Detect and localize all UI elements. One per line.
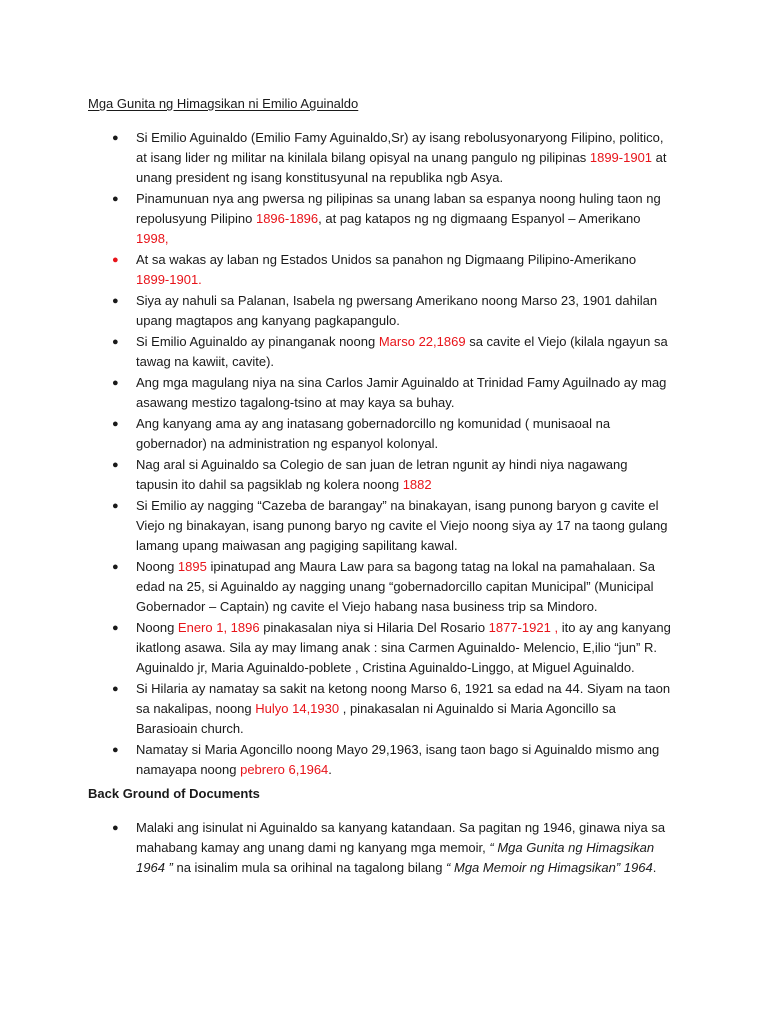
highlighted-date: Enero 1, 1896 xyxy=(177,620,260,635)
highlighted-date: 1877-1921 , xyxy=(488,620,559,635)
bullet-icon: ● xyxy=(112,744,119,756)
list-item xyxy=(112,818,672,878)
bullet-text: ito ay ang kanyang ikatlong asawa. Sila ay may limang anak : sina Carmen Aguinaldo- Melencio, E,ilio “jun” R. Aguinaldo jr, Maria Aguinaldo-poblete , Cristina Aguinaldo-Linggo, at Miguel Aguinaldo. xyxy=(136,620,671,675)
list-item xyxy=(112,332,672,372)
bullet-text: Malaki ang isinulat ni Aguinaldo sa kanyang katandaan. Sa pagitan ng 1946, ginawa niya sa mahabang kamay ang unang dami ng kanyang mga memoir, xyxy=(136,820,666,855)
bullet-text: sa cavite el Viejo (kilala ngayun sa tawag na kawiit, cavite). xyxy=(136,334,668,369)
bullet-icon: ● xyxy=(112,132,119,144)
list-item xyxy=(112,373,672,413)
bullet-text: At sa wakas ay laban ng Estados Unidos sa panahon ng Digmaang Pilipino-Amerikano xyxy=(136,252,637,267)
list-item xyxy=(112,679,672,739)
bullet-text: Pinamunuan nya ang pwersa ng pilipinas sa unang laban sa espanya noong huling taon ng repolusyung Pilipino xyxy=(136,191,661,226)
bullet-text: , at pag katapos ng ng digmaang Espanyol – Amerikano xyxy=(318,211,641,226)
bullet-text: na isinalim mula sa orihinal na tagalong bilang xyxy=(172,860,447,875)
section-heading-background: Back Ground of Documents xyxy=(88,786,260,801)
bullet-icon: ● xyxy=(112,459,119,471)
bullet-icon: ● xyxy=(112,254,119,266)
bullet-text: Nag aral si Aguinaldo sa Colegio de san juan de letran ngunit ay hindi niya nagawang tapusin ito dahil sa pagsiklab ng kolera noong xyxy=(136,457,628,492)
bullet-icon: ● xyxy=(112,500,119,512)
bullet-text: pinakasalan niya si Hilaria Del Rosario xyxy=(259,620,489,635)
bullet-text: Si Emilio ay nagging “Cazeba de barangay” na binakayan, isang punong baryon g cavite el Viejo ng binakayan, isang punong baryo ng cavite el Viejo noong siya ay 17 na taong gulang lamang upang maiwasan ang pagiging sapilitang kawal. xyxy=(136,498,668,553)
highlighted-date: 1899-1901. xyxy=(136,272,202,287)
list-item xyxy=(112,557,672,617)
highlighted-date: 1895 xyxy=(177,559,207,574)
bullet-icon: ● xyxy=(112,418,119,430)
bullet-text: Si Emilio Aguinaldo ay pinanganak noong xyxy=(136,334,379,349)
biography-bullet-list xyxy=(112,128,672,781)
list-item xyxy=(112,455,672,495)
bullet-text: Noong xyxy=(136,559,178,574)
bullet-icon: ● xyxy=(112,193,119,205)
list-item xyxy=(112,189,672,249)
highlighted-date: 1899-1901 xyxy=(589,150,653,165)
bullet-text: , pinakasalan ni Aguinaldo si Maria Agoncillo sa Barasioain church. xyxy=(136,701,616,736)
list-item xyxy=(112,291,672,331)
bullet-icon: ● xyxy=(112,822,119,834)
bullet-text: Si Hilaria ay namatay sa sakit na ketong noong Marso 6, 1921 sa edad na 44. Siyam na taon sa nakalipas, noong xyxy=(136,681,671,716)
bullet-icon: ● xyxy=(112,683,119,695)
bullet-icon: ● xyxy=(112,377,119,389)
bullet-text: “ Mga Memoir ng Himagsikan” 1964 xyxy=(446,860,653,875)
bullet-icon: ● xyxy=(112,295,119,307)
bullet-text: Ang mga magulang niya na sina Carlos Jamir Aguinaldo at Trinidad Famy Aguilnado ay mag asawang mestizo tagalong-tsino at may kaya sa buhay. xyxy=(136,375,667,410)
bullet-text: . xyxy=(328,762,332,777)
bullet-text: at unang president ng isang konstitusyunal na republika ngb Asya. xyxy=(136,150,667,185)
bullet-text: Namatay si Maria Agoncillo noong Mayo 29,1963, isang taon bago si Aguinaldo mismo ang namayapa noong xyxy=(136,742,660,777)
bullet-text: Si Emilio Aguinaldo (Emilio Famy Aguinaldo,Sr) ay isang rebolusyonaryong Filipino, politico, at isang lider ng militar na kinilala bilang opisyal na unang pangulo ng pilipinas xyxy=(136,130,664,165)
bullet-text: . xyxy=(652,860,657,875)
list-item xyxy=(112,128,672,188)
bullet-icon: ● xyxy=(112,336,119,348)
bullet-text: ipinatupad ang Maura Law para sa bagong tatag na lokal na pamahalaan. Sa edad na 25, si Aguinaldo ay nagging unang “gobernadorcillo capitan Municipal” (Municipal Gobernador – Captain) ng cavite el Viejo habang nasa business trip sa Mindoro. xyxy=(136,559,655,614)
list-item xyxy=(112,618,672,678)
highlighted-date: 1998, xyxy=(136,231,169,246)
bullet-icon: ● xyxy=(112,561,119,573)
highlighted-date: pebrero 6,1964 xyxy=(240,762,329,777)
bullet-text: Ang kanyang ama ay ang inatasang gobernadorcillo ng komunidad ( munisaoal na gobernador) na administration ng espanyol kolonyal. xyxy=(136,416,611,451)
highlighted-date: 1896-1896 xyxy=(255,211,319,226)
bullet-text: Noong xyxy=(136,620,178,635)
highlighted-date: Hulyo 14,1930 xyxy=(255,701,340,716)
highlighted-date: 1882 xyxy=(402,477,432,492)
bullet-text: “ Mga Gunita ng Himagsikan 1964 ” xyxy=(136,840,655,875)
list-item xyxy=(112,414,672,454)
highlighted-date: Marso 22,1869 xyxy=(378,334,466,349)
background-bullet-list xyxy=(112,818,672,879)
list-item xyxy=(112,740,672,780)
list-item xyxy=(112,496,672,556)
list-item xyxy=(112,250,672,290)
bullet-text: Siya ay nahuli sa Palanan, Isabela ng pwersang Amerikano noong Marso 23, 1901 dahilan upang magtapos ang kanyang pagkapangulo. xyxy=(136,293,658,328)
document-title: Mga Gunita ng Himagsikan ni Emilio Aguinaldo xyxy=(88,96,359,111)
bullet-icon: ● xyxy=(112,622,119,634)
